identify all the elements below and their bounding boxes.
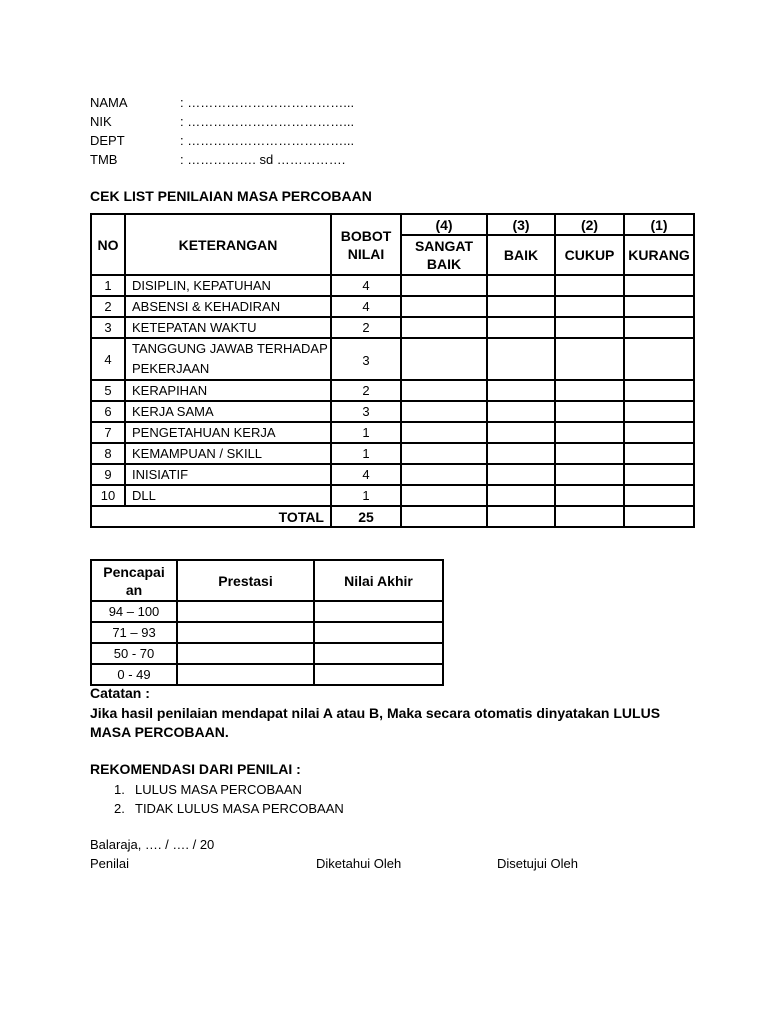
score-cell[interactable] bbox=[555, 443, 624, 464]
score-cell[interactable] bbox=[487, 485, 555, 506]
header-prestasi: Prestasi bbox=[177, 560, 314, 601]
score-cell[interactable] bbox=[401, 485, 487, 506]
row-no: 9 bbox=[91, 464, 125, 485]
row-desc: DLL bbox=[125, 485, 331, 506]
score-cell[interactable] bbox=[555, 338, 624, 380]
row-no: 5 bbox=[91, 380, 125, 401]
score-cell[interactable] bbox=[487, 317, 555, 338]
table-row bbox=[91, 317, 694, 338]
checklist-title: CEK LIST PENILAIAN MASA PERCOBAAN bbox=[90, 188, 372, 204]
total-label: TOTAL bbox=[91, 506, 331, 527]
score-cell[interactable] bbox=[401, 338, 487, 380]
table-row bbox=[91, 643, 443, 664]
table-row bbox=[91, 401, 694, 422]
score-cell[interactable] bbox=[555, 485, 624, 506]
score-cell[interactable] bbox=[487, 296, 555, 317]
row-desc: ABSENSI & KEHADIRAN bbox=[125, 296, 331, 317]
score-cell[interactable] bbox=[624, 443, 694, 464]
header-pencapaian: Pencapaian bbox=[91, 560, 177, 601]
row-no: 10 bbox=[91, 485, 125, 506]
list-item-number: 1. bbox=[114, 782, 125, 797]
nilai-akhir-cell[interactable] bbox=[314, 601, 443, 622]
score-cell[interactable] bbox=[555, 422, 624, 443]
score-cell[interactable] bbox=[555, 317, 624, 338]
list-item bbox=[114, 780, 302, 799]
range-cell: 0 - 49 bbox=[91, 664, 177, 685]
prestasi-cell[interactable] bbox=[177, 622, 314, 643]
header-kurang: KURANG bbox=[624, 235, 694, 275]
row-desc: KERAPIHAN bbox=[125, 380, 331, 401]
score-cell[interactable] bbox=[487, 422, 555, 443]
field-label: DEPT bbox=[90, 133, 125, 148]
recommendation-list bbox=[90, 780, 490, 820]
field-label: NIK bbox=[90, 114, 112, 129]
table-row bbox=[91, 464, 694, 485]
row-weight: 1 bbox=[331, 485, 401, 506]
score-cell[interactable] bbox=[487, 506, 555, 527]
row-weight: 3 bbox=[331, 338, 401, 380]
score-cell[interactable] bbox=[401, 464, 487, 485]
score-cell[interactable] bbox=[401, 422, 487, 443]
header-score-3: (3) bbox=[487, 214, 555, 235]
score-cell[interactable] bbox=[487, 380, 555, 401]
row-no: 6 bbox=[91, 401, 125, 422]
score-cell[interactable] bbox=[401, 296, 487, 317]
row-desc: KERJA SAMA bbox=[125, 401, 331, 422]
row-weight: 2 bbox=[331, 317, 401, 338]
prestasi-cell[interactable] bbox=[177, 643, 314, 664]
header-cukup: CUKUP bbox=[555, 235, 624, 275]
nilai-akhir-cell[interactable] bbox=[314, 664, 443, 685]
row-weight: 1 bbox=[331, 443, 401, 464]
table-row bbox=[91, 275, 694, 296]
grading-table bbox=[90, 559, 444, 686]
header-keterangan: KETERANGAN bbox=[125, 214, 331, 275]
signature-disetujui: Disetujui Oleh bbox=[497, 856, 578, 871]
header-sangat-baik: SANGAT BAIK bbox=[401, 235, 487, 275]
range-cell: 50 - 70 bbox=[91, 643, 177, 664]
table-row bbox=[91, 380, 694, 401]
score-cell[interactable] bbox=[624, 422, 694, 443]
score-cell[interactable] bbox=[555, 380, 624, 401]
field-tmb bbox=[90, 150, 390, 169]
row-weight: 2 bbox=[331, 380, 401, 401]
header-no: NO bbox=[91, 214, 125, 275]
field-value: : ………………………………... bbox=[180, 114, 355, 129]
row-no: 3 bbox=[91, 317, 125, 338]
table-row bbox=[91, 422, 694, 443]
header-score-1: (1) bbox=[624, 214, 694, 235]
score-cell[interactable] bbox=[401, 506, 487, 527]
signature-penilai: Penilai bbox=[90, 856, 130, 871]
table-row bbox=[91, 338, 694, 380]
row-desc: INISIATIF bbox=[125, 464, 331, 485]
score-cell[interactable] bbox=[487, 464, 555, 485]
row-weight: 4 bbox=[331, 275, 401, 296]
score-cell[interactable] bbox=[487, 443, 555, 464]
header-bobot: BOBOT NILAI bbox=[331, 214, 401, 275]
total-value: 25 bbox=[331, 506, 401, 527]
score-cell[interactable] bbox=[401, 380, 487, 401]
row-desc: TANGGUNG JAWAB TERHADAP PEKERJAAN bbox=[125, 338, 331, 380]
score-cell[interactable] bbox=[624, 401, 694, 422]
table-row bbox=[91, 664, 443, 685]
row-weight: 3 bbox=[331, 401, 401, 422]
score-cell[interactable] bbox=[401, 443, 487, 464]
score-cell[interactable] bbox=[624, 464, 694, 485]
score-cell[interactable] bbox=[487, 401, 555, 422]
table-row bbox=[91, 485, 694, 506]
score-cell[interactable] bbox=[624, 275, 694, 296]
header-score-4: (4) bbox=[401, 214, 487, 235]
row-desc: PENGETAHUAN KERJA bbox=[125, 422, 331, 443]
field-dept bbox=[90, 131, 390, 150]
nilai-akhir-cell[interactable] bbox=[314, 643, 443, 664]
table-row bbox=[91, 443, 694, 464]
table-row bbox=[91, 296, 694, 317]
signature-diketahui: Diketahui Oleh bbox=[316, 856, 402, 871]
row-no: 8 bbox=[91, 443, 125, 464]
nilai-akhir-cell[interactable] bbox=[314, 622, 443, 643]
place-date: Balaraja, …. / …. / 20 bbox=[90, 837, 215, 852]
list-item-label: TIDAK LULUS MASA PERCOBAAN bbox=[135, 801, 344, 816]
prestasi-cell[interactable] bbox=[177, 664, 314, 685]
total-row bbox=[91, 506, 694, 527]
score-cell[interactable] bbox=[487, 338, 555, 380]
score-cell[interactable] bbox=[624, 317, 694, 338]
table-row bbox=[91, 622, 443, 643]
header-score-2: (2) bbox=[555, 214, 624, 235]
range-cell: 71 – 93 bbox=[91, 622, 177, 643]
notes-text: Jika hasil penilaian mendapat nilai A atau B, Maka secara otomatis dinyatakan LULUS MASA PERCOBAAN. bbox=[90, 705, 661, 740]
list-item bbox=[114, 799, 344, 818]
field-label: NAMA bbox=[90, 95, 128, 110]
score-cell[interactable] bbox=[555, 296, 624, 317]
row-no: 2 bbox=[91, 296, 125, 317]
row-desc: KEMAMPUAN / SKILL bbox=[125, 443, 331, 464]
row-weight: 4 bbox=[331, 296, 401, 317]
notes-label: Catatan : bbox=[90, 685, 150, 701]
score-cell[interactable] bbox=[555, 464, 624, 485]
score-cell[interactable] bbox=[624, 338, 694, 380]
header-baik: BAIK bbox=[487, 235, 555, 275]
recommendation-title: REKOMENDASI DARI PENILAI : bbox=[90, 761, 301, 777]
score-cell[interactable] bbox=[401, 317, 487, 338]
field-value: : ………………………………... bbox=[180, 133, 355, 148]
score-cell[interactable] bbox=[624, 506, 694, 527]
row-no: 1 bbox=[91, 275, 125, 296]
prestasi-cell[interactable] bbox=[177, 601, 314, 622]
field-nik bbox=[90, 112, 390, 131]
header-nilai-akhir: Nilai Akhir bbox=[314, 560, 443, 601]
row-desc: DISIPLIN, KEPATUHAN bbox=[125, 275, 331, 296]
row-desc: KETEPATAN WAKTU bbox=[125, 317, 331, 338]
row-weight: 1 bbox=[331, 422, 401, 443]
list-item-number: 2. bbox=[114, 801, 125, 816]
list-item-label: LULUS MASA PERCOBAAN bbox=[135, 782, 302, 797]
score-cell[interactable] bbox=[624, 380, 694, 401]
field-nama bbox=[90, 93, 390, 112]
checklist-table bbox=[90, 213, 695, 528]
field-label: TMB bbox=[90, 152, 118, 167]
field-value: : ……………. sd ……………. bbox=[180, 152, 346, 167]
score-cell[interactable] bbox=[555, 275, 624, 296]
row-no: 4 bbox=[91, 338, 125, 380]
row-weight: 4 bbox=[331, 464, 401, 485]
score-cell[interactable] bbox=[401, 401, 487, 422]
score-cell[interactable] bbox=[555, 401, 624, 422]
score-cell[interactable] bbox=[624, 485, 694, 506]
range-cell: 94 – 100 bbox=[91, 601, 177, 622]
score-cell[interactable] bbox=[555, 506, 624, 527]
table-row bbox=[91, 601, 443, 622]
field-value: : ………………………………... bbox=[180, 95, 355, 110]
score-cell[interactable] bbox=[401, 275, 487, 296]
score-cell[interactable] bbox=[487, 275, 555, 296]
row-no: 7 bbox=[91, 422, 125, 443]
score-cell[interactable] bbox=[624, 296, 694, 317]
